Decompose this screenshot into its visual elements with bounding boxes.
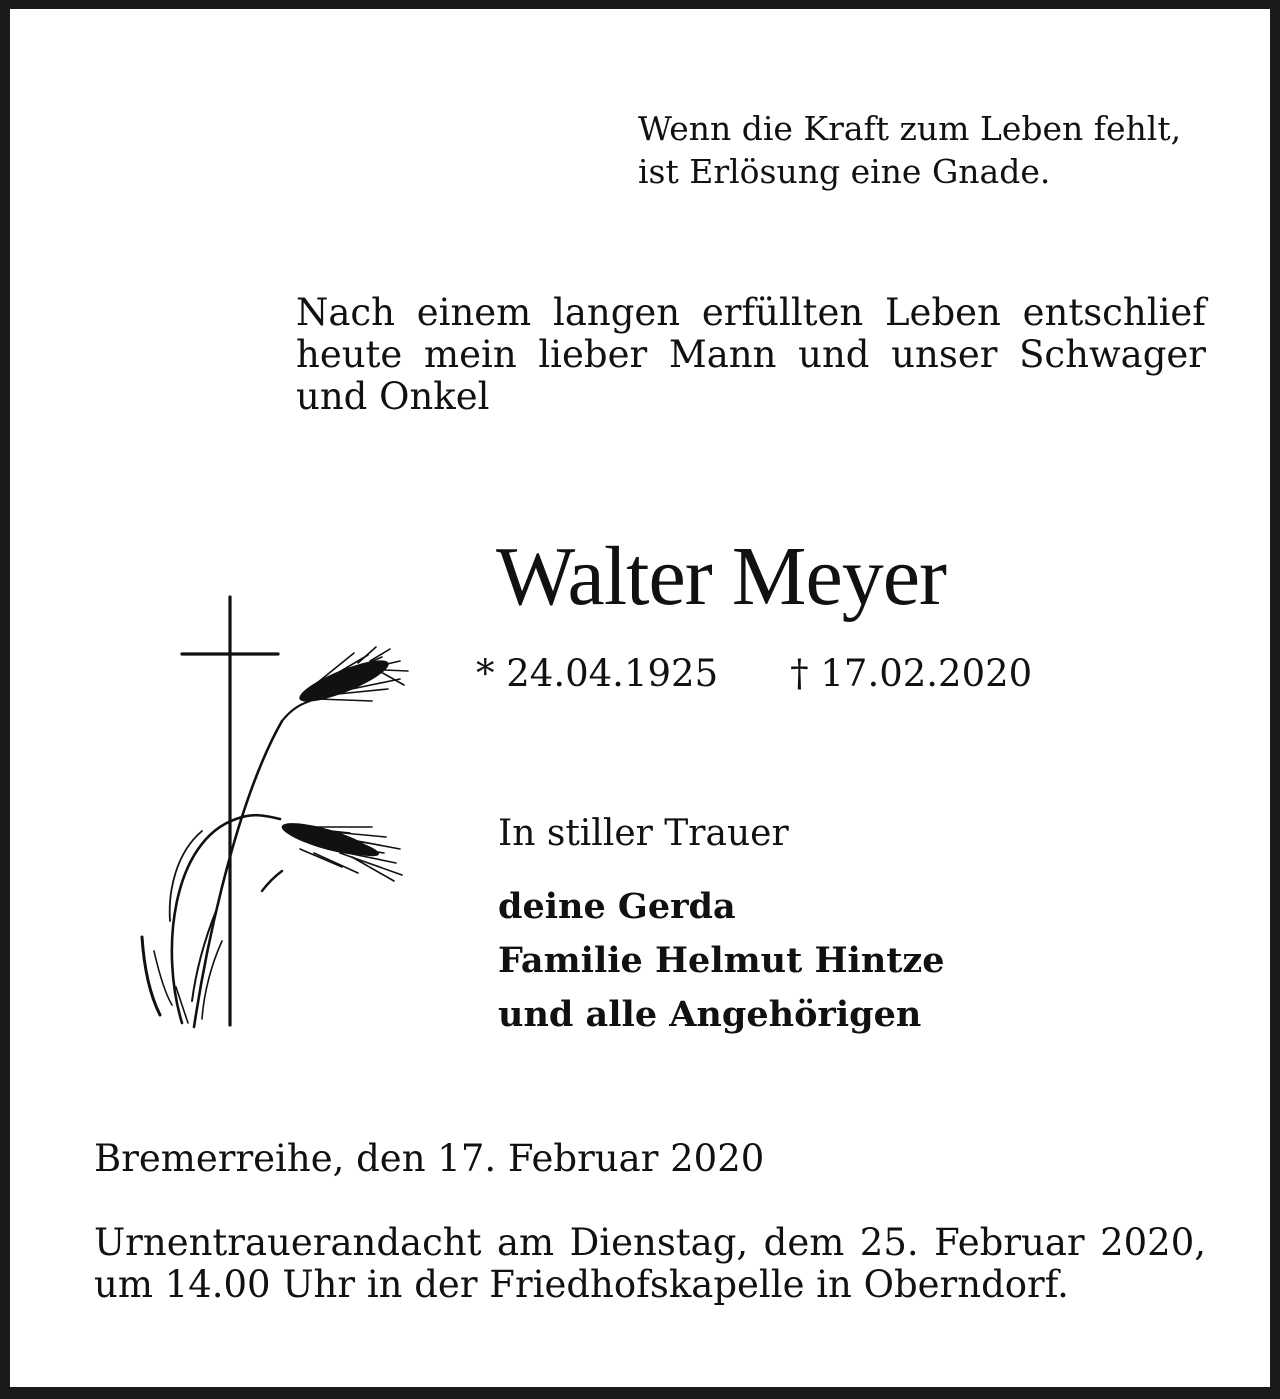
deceased-name: Walter Meyer (496, 530, 946, 623)
mourning-label: In stiller Trauer (498, 813, 789, 854)
service-line-2: um 14.00 Uhr in der Friedhofskapelle in Oberndorf. (94, 1263, 1069, 1306)
service-line-1: Urnentrauerandacht am Dienstag, dem 25. Februar 2020, (94, 1221, 1206, 1264)
birth-date: * 24.04.1925 (476, 652, 719, 695)
life-dates (476, 651, 1032, 697)
signer-1: deine Gerda (498, 886, 736, 927)
intro-line-1: Nach einem langen erfüllten Leben entschlief (296, 291, 1206, 334)
service-notice (94, 1222, 1206, 1306)
motto-line-1: Wenn die Kraft zum Leben fehlt, (638, 109, 1182, 148)
signer-2: Familie Helmut Hintze (498, 940, 945, 981)
place-and-date: Bremerreihe, den 17. Februar 2020 (94, 1137, 765, 1180)
intro-text (296, 292, 1206, 418)
intro-line-3: und Onkel (296, 375, 490, 418)
motto-quote (638, 107, 1181, 193)
intro-line-2: heute mein lieber Mann und unser Schwager (296, 333, 1206, 376)
cross-with-wheat-icon (132, 591, 417, 1031)
signers-list (498, 880, 945, 1042)
signer-3: und alle Angehörigen (498, 994, 922, 1035)
death-date: † 17.02.2020 (790, 652, 1033, 695)
motto-line-2: ist Erlösung eine Gnade. (638, 152, 1051, 191)
